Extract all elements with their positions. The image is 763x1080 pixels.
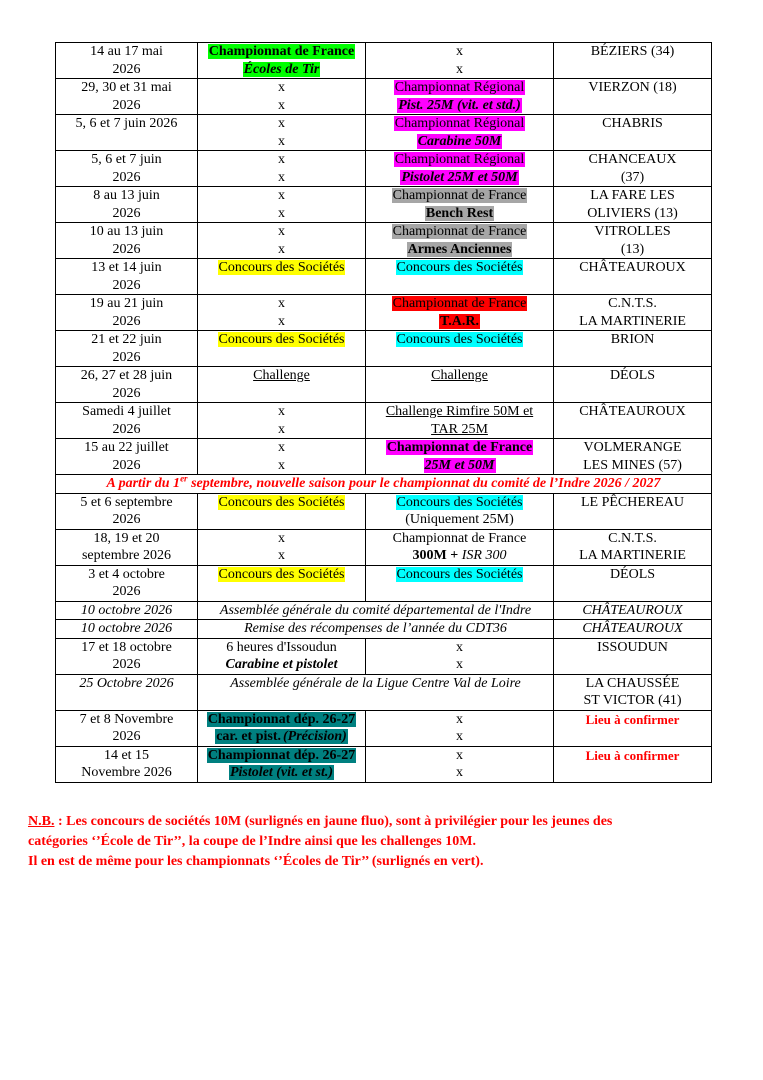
date-cell: 25 Octobre 2026 (56, 674, 198, 710)
table-row (56, 565, 712, 601)
location-cell: VOLMERANGE LES MINES (57) (554, 439, 712, 475)
table-row (56, 223, 712, 259)
event-25m-cell: Concours des Sociétés (Uniquement 25M) (366, 493, 554, 529)
location-cell: VIERZON (18) (554, 79, 712, 115)
date-cell: 7 et 8 Novembre 2026 (56, 710, 198, 746)
season-banner: A partir du 1er septembre, nouvelle saison pour le championnat du comité de l’Indre 2026 / 2027 (56, 475, 712, 494)
event-25m-cell: Championnat de France 25M et 50M (366, 439, 554, 475)
table-row (56, 151, 712, 187)
event-25m-cell: x x (366, 43, 554, 79)
date-cell: Samedi 4 juillet 2026 (56, 403, 198, 439)
location-cell: CHABRIS (554, 115, 712, 151)
event-25m-cell: Championnat de France Armes Anciennes (366, 223, 554, 259)
event-10m-cell: x x (198, 223, 366, 259)
date-cell: 13 et 14 juin 2026 (56, 259, 198, 295)
event-25m-cell: Championnat de France 300M + ISR 300 (366, 529, 554, 565)
date-cell: 15 au 22 juillet 2026 (56, 439, 198, 475)
event-25m-cell: x x (366, 638, 554, 674)
table-row (56, 439, 712, 475)
table-row (56, 746, 712, 782)
footnote-line: Il en est de même pour les championnats ‘’Écoles de Tir’’ (surlignés en vert). (28, 854, 484, 869)
event-10m-cell: x x (198, 295, 366, 331)
date-cell: 3 et 4 octobre 2026 (56, 565, 198, 601)
table-row (56, 493, 712, 529)
event-25m-cell: Concours des Sociétés (366, 565, 554, 601)
date-cell: 10 octobre 2026 (56, 601, 198, 620)
date-cell: 8 au 13 juin 2026 (56, 187, 198, 223)
schedule-table (55, 42, 712, 783)
location-cell: CHÂTEAUROUX (554, 620, 712, 639)
table-row (56, 529, 712, 565)
event-10m-cell: Championnat de France Écoles de Tir (198, 43, 366, 79)
date-cell: 18, 19 et 20 septembre 2026 (56, 529, 198, 565)
table-row (56, 638, 712, 674)
location-cell: DÉOLS (554, 565, 712, 601)
date-cell: 5, 6 et 7 juin 2026 (56, 115, 198, 151)
location-cell: Lieu à confirmer (554, 746, 712, 782)
date-cell: 21 et 22 juin 2026 (56, 331, 198, 367)
season-banner-row (56, 475, 712, 494)
event-10m-cell: Concours des Sociétés (198, 565, 366, 601)
event-cell: Remise des récompenses de l’année du CDT36 (198, 620, 554, 639)
event-25m-cell: Challenge (366, 367, 554, 403)
location-cell: BÉZIERS (34) (554, 43, 712, 79)
date-cell: 10 au 13 juin 2026 (56, 223, 198, 259)
event-25m-cell: Concours des Sociétés (366, 331, 554, 367)
footnote-line: catégories ‘’École de Tir’’, la coupe de l’Indre ainsi que les challenges 10M. (28, 834, 476, 849)
location-cell: C.N.T.S. LA MARTINERIE (554, 529, 712, 565)
event-25m-cell: x x (366, 746, 554, 782)
event-25m-cell: x x (366, 710, 554, 746)
location-cell: C.N.T.S. LA MARTINERIE (554, 295, 712, 331)
location-cell: CHÂTEAUROUX (554, 259, 712, 295)
table-row (56, 43, 712, 79)
date-cell: 14 au 17 mai 2026 (56, 43, 198, 79)
table-row (56, 710, 712, 746)
event-25m-cell: Championnat Régional Carabine 50M (366, 115, 554, 151)
table-row (56, 79, 712, 115)
date-cell: 5 et 6 septembre 2026 (56, 493, 198, 529)
event-10m-cell: x x (198, 151, 366, 187)
table-row (56, 331, 712, 367)
event-10m-cell: x x (198, 439, 366, 475)
event-10m-cell: Championnat dép. 26-27 Pistolet (vit. et st.) (198, 746, 366, 782)
footnote-line: N.B. : Les concours de sociétés 10M (surlignés en jaune fluo), sont à privilégier pour les jeunes des (28, 814, 613, 829)
location-cell: CHÂTEAUROUX (554, 403, 712, 439)
location-cell: LA CHAUSSÉE ST VICTOR (41) (554, 674, 712, 710)
date-cell: 19 au 21 juin 2026 (56, 295, 198, 331)
date-cell: 5, 6 et 7 juin 2026 (56, 151, 198, 187)
footnote (28, 812, 728, 872)
event-25m-cell: Concours des Sociétés (366, 259, 554, 295)
table-row (56, 367, 712, 403)
event-25m-cell: Championnat de France Bench Rest (366, 187, 554, 223)
event-25m-cell: Championnat de France T.A.R. (366, 295, 554, 331)
event-10m-cell: x x (198, 79, 366, 115)
date-cell: 14 et 15 Novembre 2026 (56, 746, 198, 782)
event-25m-cell: Challenge Rimfire 50M et TAR 25M (366, 403, 554, 439)
event-10m-cell: x x (198, 115, 366, 151)
date-cell: 17 et 18 octobre 2026 (56, 638, 198, 674)
location-cell: CHÂTEAUROUX (554, 601, 712, 620)
event-10m-cell: Concours des Sociétés (198, 331, 366, 367)
location-cell: DÉOLS (554, 367, 712, 403)
location-cell: ISSOUDUN (554, 638, 712, 674)
date-cell: 10 octobre 2026 (56, 620, 198, 639)
table-row (56, 295, 712, 331)
table-row (56, 601, 712, 620)
location-cell: VITROLLES (13) (554, 223, 712, 259)
table-row (56, 674, 712, 710)
event-cell: Assemblée générale de la Ligue Centre Val de Loire (198, 674, 554, 710)
location-cell: BRION (554, 331, 712, 367)
event-10m-cell: Challenge (198, 367, 366, 403)
table-row (56, 259, 712, 295)
event-10m-cell: x x (198, 187, 366, 223)
table-row (56, 187, 712, 223)
event-25m-cell: Championnat Régional Pist. 25M (vit. et std.) (366, 79, 554, 115)
location-cell: CHANCEAUX (37) (554, 151, 712, 187)
event-10m-cell: Championnat dép. 26-27 car. et pist. (Précision) (198, 710, 366, 746)
event-10m-cell: x x (198, 403, 366, 439)
event-10m-cell: Concours des Sociétés (198, 493, 366, 529)
location-cell: LA FARE LES OLIVIERS (13) (554, 187, 712, 223)
location-cell: Lieu à confirmer (554, 710, 712, 746)
nb-label: N.B. (28, 814, 55, 829)
location-cell: LE PÊCHEREAU (554, 493, 712, 529)
event-10m-cell: 6 heures d'Issoudun Carabine et pistolet (198, 638, 366, 674)
table-row (56, 620, 712, 639)
event-10m-cell: x x (198, 529, 366, 565)
event-cell: Assemblée générale du comité départemental de l'Indre (198, 601, 554, 620)
table-row (56, 115, 712, 151)
event-10m-cell: Concours des Sociétés (198, 259, 366, 295)
date-cell: 29, 30 et 31 mai 2026 (56, 79, 198, 115)
date-cell: 26, 27 et 28 juin 2026 (56, 367, 198, 403)
event-25m-cell: Championnat Régional Pistolet 25M et 50M (366, 151, 554, 187)
table-row (56, 403, 712, 439)
